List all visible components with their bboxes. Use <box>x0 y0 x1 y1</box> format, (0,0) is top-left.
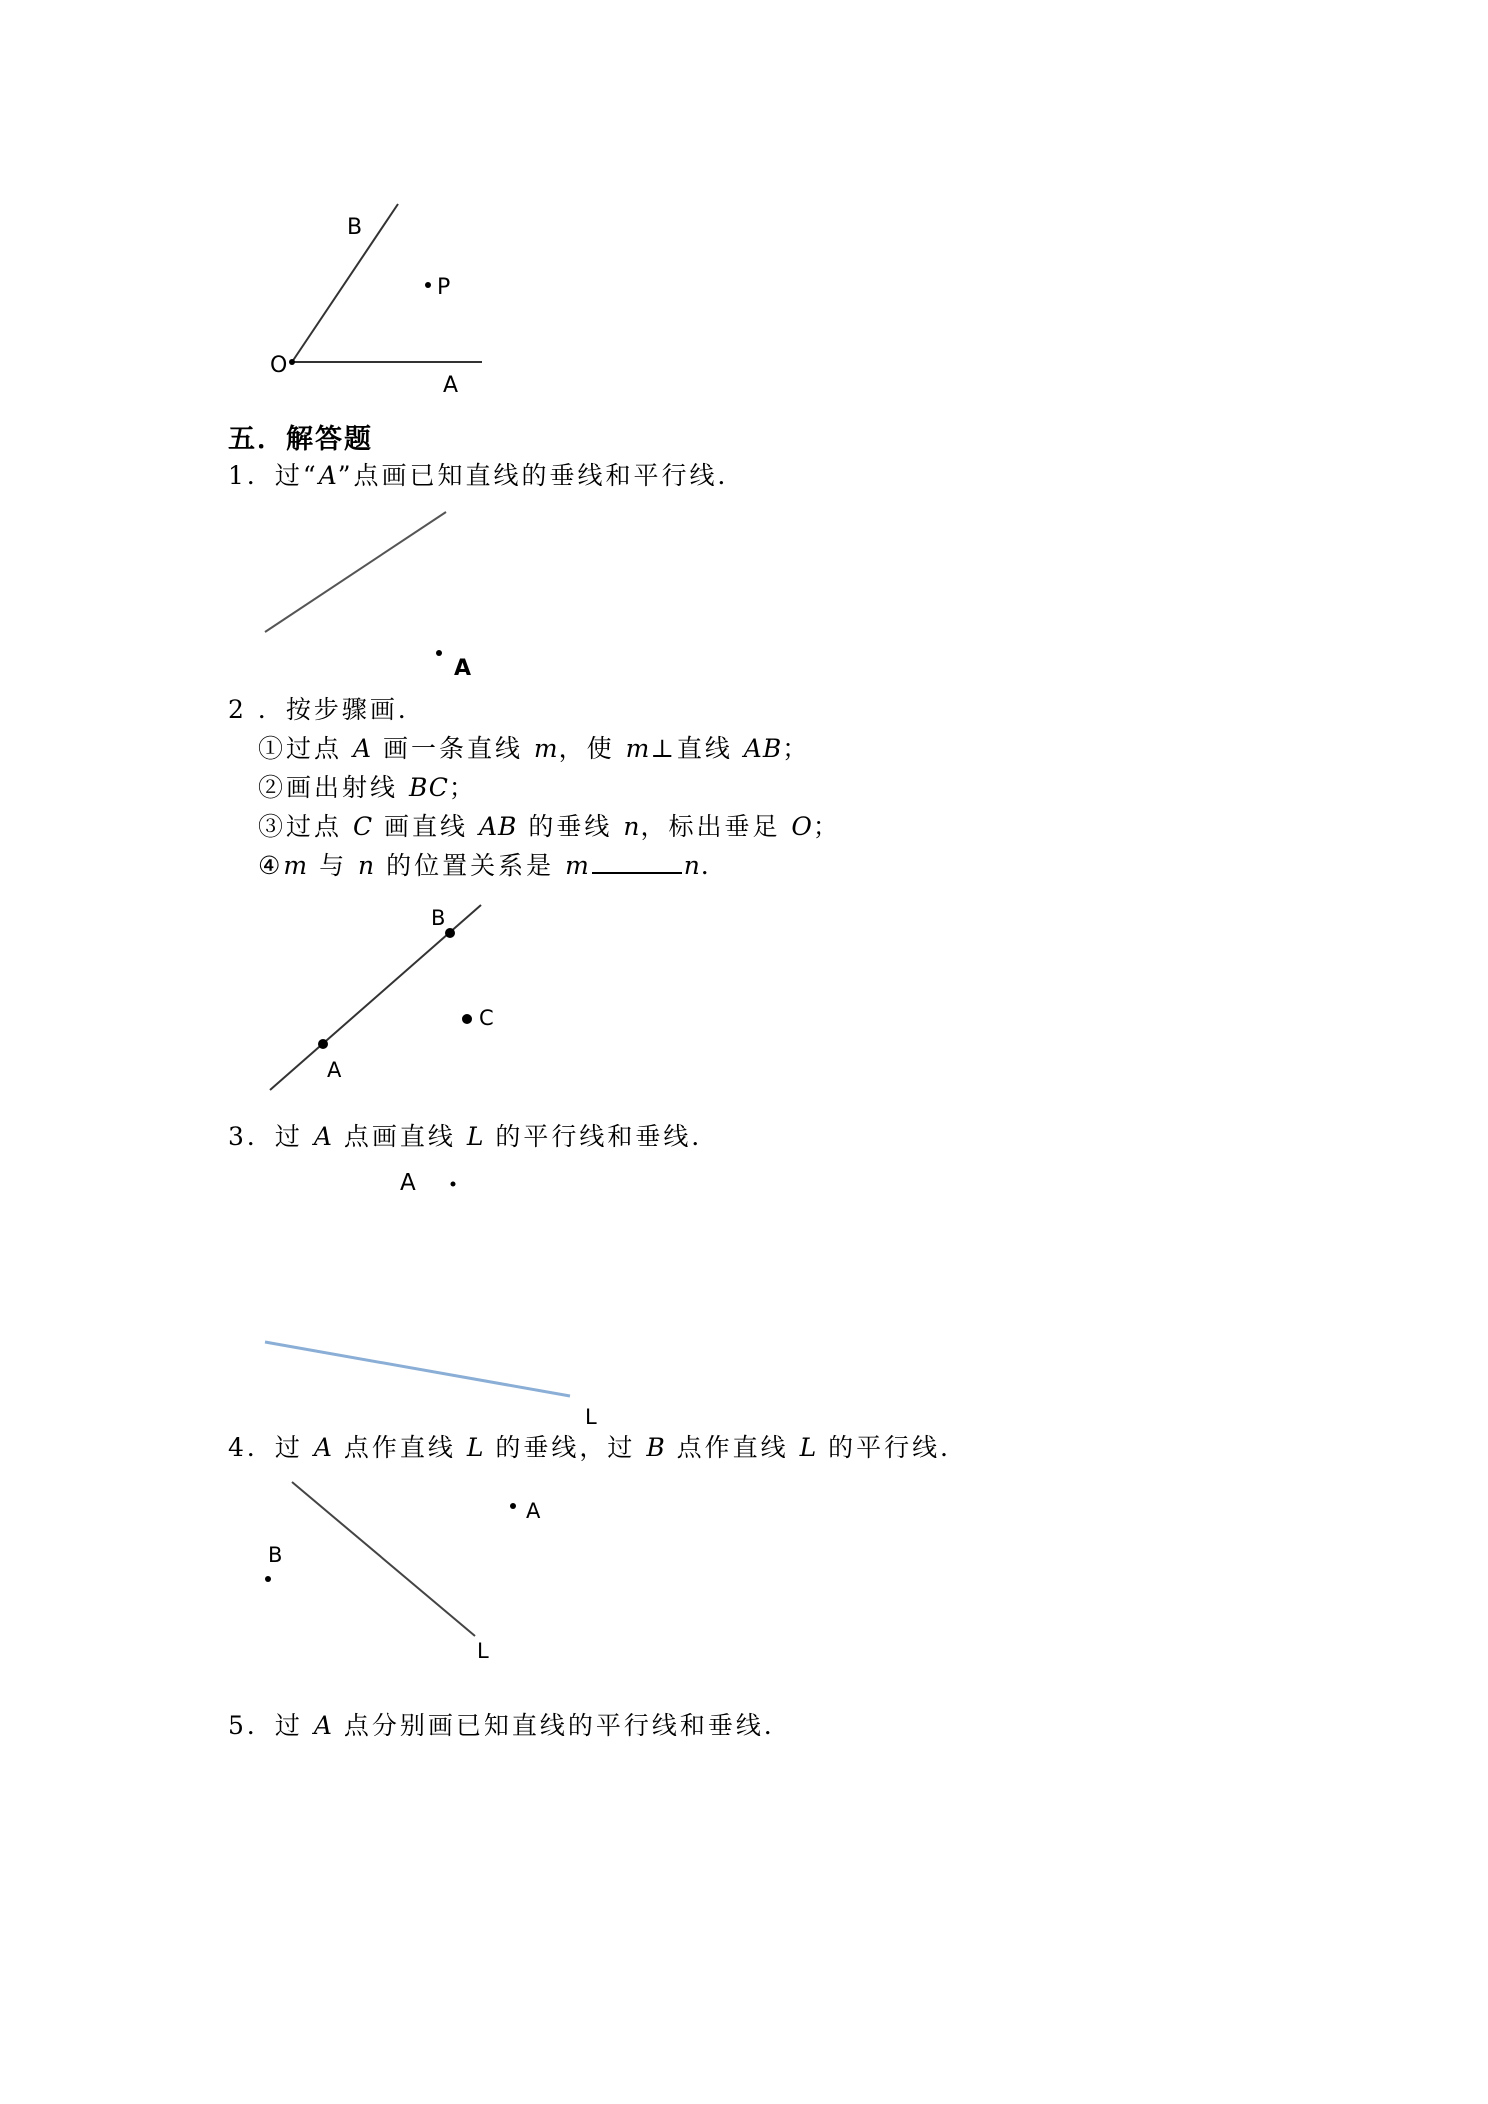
point-a <box>318 1039 328 1049</box>
question-5: 5．过 A 点分别画已知直线的平行线和垂线． <box>228 1711 792 1740</box>
point-a <box>436 650 442 656</box>
label-a: A <box>327 1058 342 1082</box>
label-l: L <box>477 1639 489 1663</box>
point-p <box>425 282 431 288</box>
label-b: B <box>347 215 363 240</box>
label-o: O <box>270 353 288 378</box>
point-o <box>289 359 295 365</box>
question-2-step-2: ②画出射线 BC； <box>258 773 477 802</box>
point-a <box>510 1503 516 1509</box>
point-b <box>445 928 455 938</box>
question-2-step-4: ④m 与 n 的位置关系是 m n． <box>258 851 729 880</box>
figure-1 <box>0 500 1488 690</box>
question-3: 3．过 A 点画直线 L 的平行线和垂线． <box>228 1122 720 1151</box>
label-c: C <box>479 1006 494 1030</box>
label-a: A <box>454 656 472 681</box>
answer-blank[interactable] <box>592 852 682 874</box>
label-l: L <box>585 1405 597 1429</box>
line-l <box>292 1482 475 1636</box>
given-line <box>265 512 446 632</box>
label-b: B <box>431 906 446 930</box>
question-2-title: 2 ．按步骤画． <box>228 695 426 724</box>
label-p: P <box>437 275 451 300</box>
question-2-step-1: ①过点 A 画一条直线 m，使 m⊥直线 AB； <box>258 734 811 763</box>
question-1: 1．过“A”点画已知直线的垂线和平行线． <box>228 461 746 490</box>
question-4: 4．过 A 点作直线 L 的垂线，过 B 点作直线 L 的平行线． <box>228 1433 969 1462</box>
angle-figure <box>0 0 1488 420</box>
line-l <box>265 1342 570 1396</box>
label-a: A <box>443 373 459 398</box>
question-2-step-3: ③过点 C 画直线 AB 的垂线 n，标出垂足 O； <box>258 812 841 841</box>
ray-ob <box>292 204 398 362</box>
point-c <box>462 1014 472 1024</box>
section-heading: 五．解答题 <box>228 424 373 455</box>
figure-3 <box>0 1160 1488 1440</box>
point-a <box>451 1182 456 1187</box>
figure-4 <box>0 1470 1488 1670</box>
label-a: A <box>526 1499 541 1523</box>
point-b <box>265 1576 271 1582</box>
label-a: A <box>400 1170 416 1196</box>
figure-2 <box>0 890 1488 1100</box>
label-b: B <box>268 1543 283 1567</box>
